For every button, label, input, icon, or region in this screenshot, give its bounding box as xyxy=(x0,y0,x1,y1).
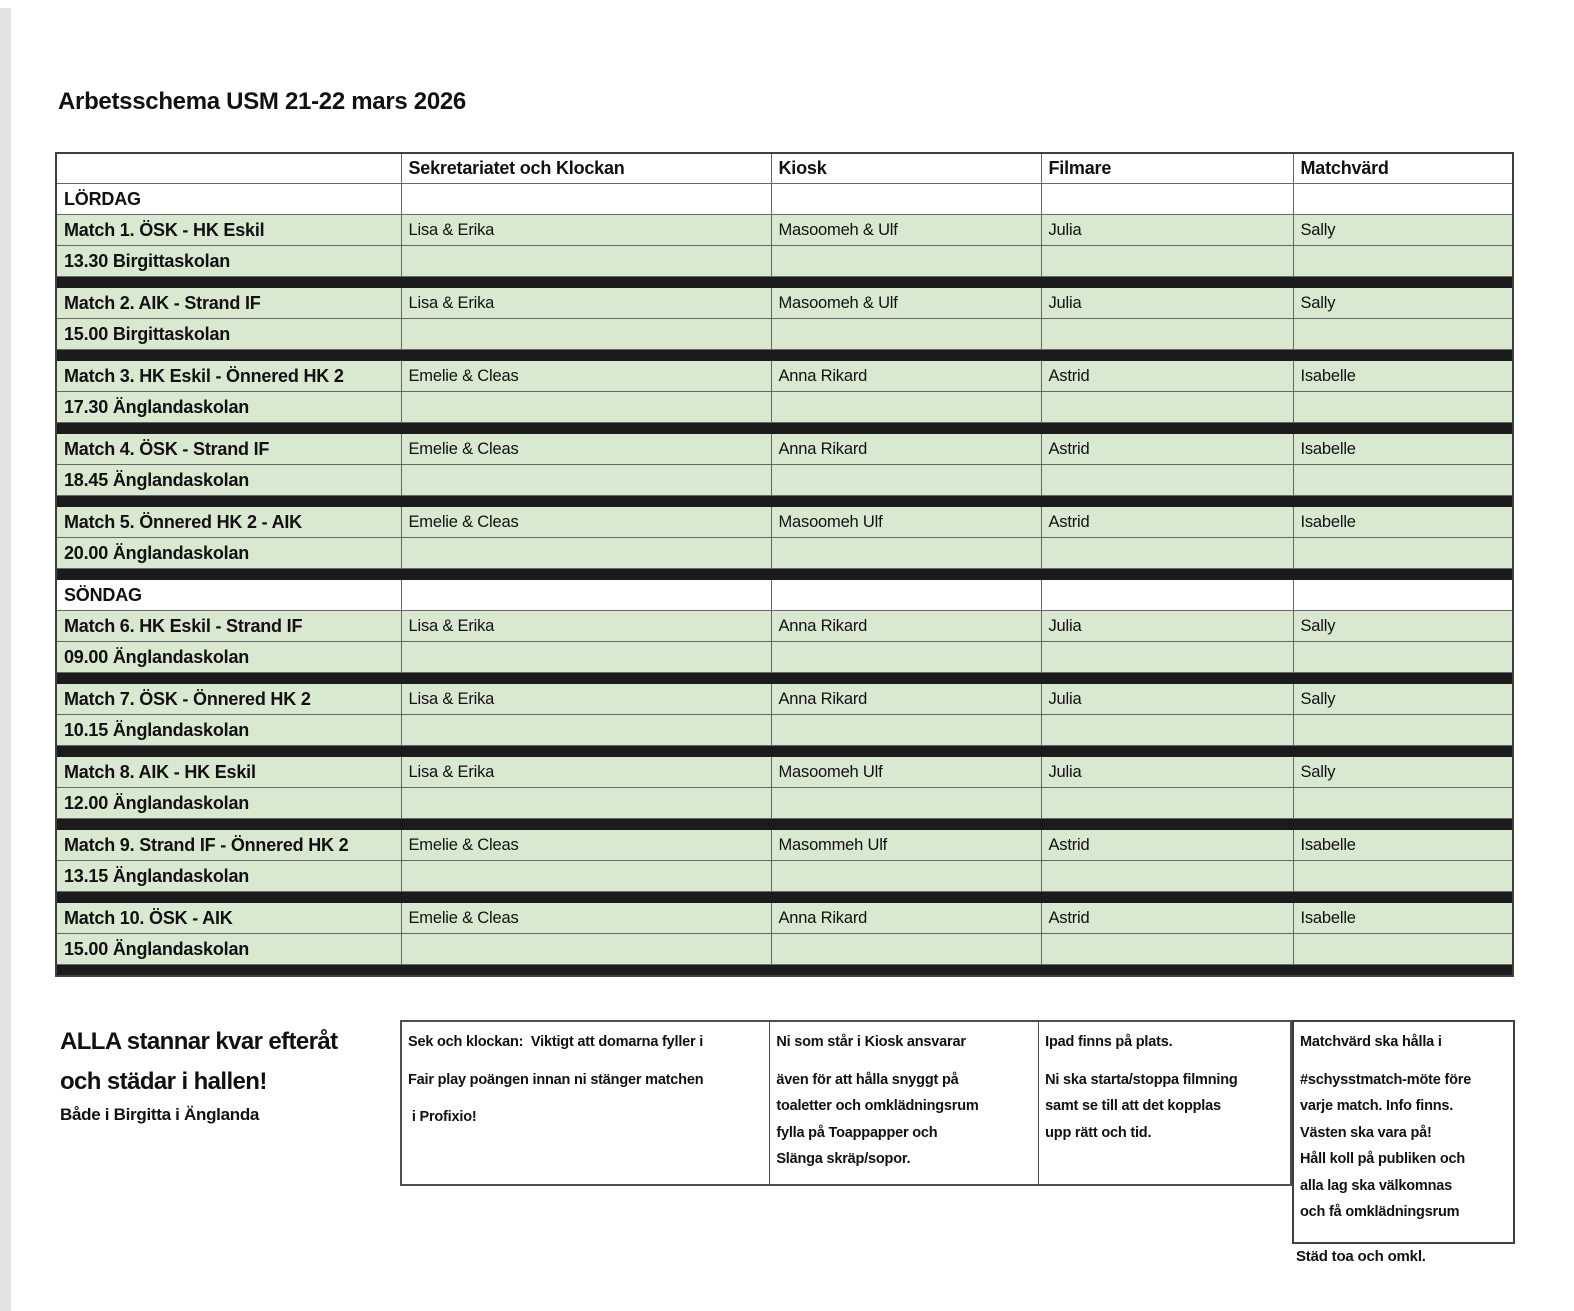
kiosk-cell: Masoomeh & Ulf xyxy=(771,288,1041,319)
separator-row xyxy=(56,569,1513,580)
matchvard-cell: Isabelle xyxy=(1293,507,1513,538)
filmare-cell: Astrid xyxy=(1041,830,1293,861)
note-line: Västen ska vara på! xyxy=(1300,1124,1432,1141)
separator-cell xyxy=(56,423,1513,434)
note-paragraph xyxy=(408,1067,763,1094)
match-name-cell: Match 4. ÖSK - Strand IF xyxy=(56,434,401,465)
time-empty-cell xyxy=(1293,538,1513,569)
kiosk-cell: Masommeh Ulf xyxy=(771,830,1041,861)
note-line: toaletter och omklädningsrum xyxy=(776,1098,979,1114)
sekretariat-cell: Lisa & Erika xyxy=(401,684,771,715)
kiosk-cell: Masoomeh & Ulf xyxy=(771,215,1041,246)
match-row xyxy=(56,611,1513,642)
time-empty-cell xyxy=(401,392,771,423)
match-name-cell: Match 2. AIK - Strand IF xyxy=(56,288,401,319)
matchvard-cell: Sally xyxy=(1293,215,1513,246)
note-paragraph xyxy=(776,1067,1032,1173)
time-row xyxy=(56,246,1513,277)
column-header-sekretariatet: Sekretariatet och Klockan xyxy=(401,153,771,184)
time-empty-cell xyxy=(1293,246,1513,277)
sekretariat-cell: Emelie & Cleas xyxy=(401,830,771,861)
time-empty-cell xyxy=(1041,715,1293,746)
cleanup-subheading: Både i Birgitta i Änglanda xyxy=(60,1105,260,1124)
kiosk-cell: Anna Rikard xyxy=(771,611,1041,642)
time-empty-cell xyxy=(771,788,1041,819)
day-empty-cell xyxy=(401,580,771,611)
time-empty-cell xyxy=(1041,465,1293,496)
sekretariat-cell: Emelie & Cleas xyxy=(401,434,771,465)
time-row xyxy=(56,392,1513,423)
time-empty-cell xyxy=(1293,861,1513,892)
filmare-cell: Astrid xyxy=(1041,507,1293,538)
match-name-cell: Match 10. ÖSK - AIK xyxy=(56,903,401,934)
day-row xyxy=(56,184,1513,215)
match-row xyxy=(56,903,1513,934)
sekretariat-cell: Lisa & Erika xyxy=(401,757,771,788)
sekretariat-cell: Emelie & Cleas xyxy=(401,361,771,392)
time-place-cell: 13.15 Änglandaskolan xyxy=(56,861,401,892)
kiosk-note xyxy=(770,1022,1039,1184)
note-line: Slänga skräp/sopor. xyxy=(776,1151,911,1167)
page-title: Arbetsschema USM 21-22 mars 2026 xyxy=(58,88,466,115)
time-empty-cell xyxy=(771,319,1041,350)
time-empty-cell xyxy=(771,392,1041,423)
match-name-cell: Match 3. HK Eskil - Önnered HK 2 xyxy=(56,361,401,392)
match-name-cell: Match 5. Önnered HK 2 - AIK xyxy=(56,507,401,538)
column-header-matchvard: Matchvärd xyxy=(1293,153,1513,184)
day-empty-cell xyxy=(771,184,1041,215)
filmare-cell: Julia xyxy=(1041,684,1293,715)
day-empty-cell xyxy=(1041,184,1293,215)
note-line: Matchvärd ska hålla i xyxy=(1300,1034,1442,1050)
kiosk-cell: Masoomeh Ulf xyxy=(771,757,1041,788)
cleanup-heading-line: ALLA stannar kvar efteråt xyxy=(60,1028,338,1055)
match-row xyxy=(56,830,1513,861)
time-empty-cell xyxy=(1041,934,1293,965)
match-row xyxy=(56,507,1513,538)
match-row xyxy=(56,757,1513,788)
time-row xyxy=(56,319,1513,350)
matchvard-extra-note: Städ toa och omkl. xyxy=(1296,1248,1426,1265)
note-line: och få omklädningsrum xyxy=(1300,1204,1460,1220)
sekretariat-cell: Lisa & Erika xyxy=(401,215,771,246)
time-empty-cell xyxy=(401,934,771,965)
time-row xyxy=(56,465,1513,496)
filmare-cell: Julia xyxy=(1041,288,1293,319)
match-row xyxy=(56,288,1513,319)
time-row xyxy=(56,861,1513,892)
filmare-note xyxy=(1039,1022,1290,1184)
time-place-cell: 20.00 Änglandaskolan xyxy=(56,538,401,569)
matchvard-cell: Sally xyxy=(1293,611,1513,642)
time-empty-cell xyxy=(1293,715,1513,746)
note-line: varje match. Info finns. xyxy=(1300,1098,1454,1114)
matchvard-note xyxy=(1292,1020,1515,1244)
time-empty-cell xyxy=(1041,538,1293,569)
sekretariat-cell: Emelie & Cleas xyxy=(401,903,771,934)
kiosk-cell: Masoomeh Ulf xyxy=(771,507,1041,538)
time-empty-cell xyxy=(1293,392,1513,423)
match-row xyxy=(56,434,1513,465)
matchvard-cell: Sally xyxy=(1293,288,1513,319)
sekretariat-cell: Lisa & Erika xyxy=(401,611,771,642)
note-paragraph xyxy=(1300,1029,1507,1056)
day-row xyxy=(56,580,1513,611)
sekretariat-note xyxy=(402,1022,770,1184)
note-line: Ni som står i Kiosk ansvarar xyxy=(776,1034,966,1050)
time-empty-cell xyxy=(771,465,1041,496)
day-label-cell: LÖRDAG xyxy=(56,184,401,215)
time-empty-cell xyxy=(1041,392,1293,423)
match-row xyxy=(56,684,1513,715)
note-paragraph xyxy=(408,1029,763,1056)
page-edge-strip xyxy=(0,8,11,1311)
time-empty-cell xyxy=(1041,788,1293,819)
kiosk-cell: Anna Rikard xyxy=(771,903,1041,934)
cleanup-heading-line: och städar i hallen! xyxy=(60,1068,267,1095)
match-row xyxy=(56,361,1513,392)
day-empty-cell xyxy=(1293,184,1513,215)
separator-cell xyxy=(56,819,1513,830)
sekretariat-cell: Lisa & Erika xyxy=(401,288,771,319)
note-line: alla lag ska välkomnas xyxy=(1300,1177,1452,1194)
time-place-cell: 15.00 Birgittaskolan xyxy=(56,319,401,350)
time-row xyxy=(56,788,1513,819)
match-name-cell: Match 1. ÖSK - HK Eskil xyxy=(56,215,401,246)
separator-cell xyxy=(56,350,1513,361)
day-empty-cell xyxy=(771,580,1041,611)
kiosk-cell: Anna Rikard xyxy=(771,684,1041,715)
note-line: även för att hålla snyggt på xyxy=(776,1071,959,1088)
time-empty-cell xyxy=(1293,788,1513,819)
column-header-filmare: Filmare xyxy=(1041,153,1293,184)
separator-row xyxy=(56,673,1513,684)
matchvard-cell: Sally xyxy=(1293,757,1513,788)
separator-cell xyxy=(56,746,1513,757)
day-empty-cell xyxy=(1293,580,1513,611)
time-empty-cell xyxy=(1293,319,1513,350)
time-empty-cell xyxy=(1293,934,1513,965)
note-line: Fair play poängen innan ni stänger matchen xyxy=(408,1071,704,1088)
matchvard-cell: Isabelle xyxy=(1293,903,1513,934)
day-empty-cell xyxy=(401,184,771,215)
separator-row xyxy=(56,423,1513,434)
time-empty-cell xyxy=(401,465,771,496)
time-empty-cell xyxy=(401,715,771,746)
time-empty-cell xyxy=(1293,465,1513,496)
time-empty-cell xyxy=(1041,861,1293,892)
filmare-cell: Astrid xyxy=(1041,903,1293,934)
separator-row xyxy=(56,892,1513,903)
note-paragraph xyxy=(776,1029,1032,1056)
match-row xyxy=(56,215,1513,246)
matchvard-cell: Isabelle xyxy=(1293,830,1513,861)
time-place-cell: 15.00 Änglandaskolan xyxy=(56,934,401,965)
time-empty-cell xyxy=(1293,642,1513,673)
time-place-cell: 17.30 Änglandaskolan xyxy=(56,392,401,423)
kiosk-cell: Anna Rikard xyxy=(771,434,1041,465)
filmare-cell: Julia xyxy=(1041,757,1293,788)
note-line: Sek och klockan: Viktigt att domarna fyller i xyxy=(408,1034,704,1050)
time-empty-cell xyxy=(401,246,771,277)
separator-row xyxy=(56,350,1513,361)
match-name-cell: Match 6. HK Eskil - Strand IF xyxy=(56,611,401,642)
time-place-cell: 13.30 Birgittaskolan xyxy=(56,246,401,277)
time-row xyxy=(56,934,1513,965)
time-empty-cell xyxy=(401,538,771,569)
time-place-cell: 18.45 Änglandaskolan xyxy=(56,465,401,496)
separator-cell xyxy=(56,496,1513,507)
time-place-cell: 09.00 Änglandaskolan xyxy=(56,642,401,673)
note-line: fylla på Toappapper och xyxy=(776,1124,938,1141)
note-paragraph xyxy=(408,1104,763,1131)
filmare-cell: Julia xyxy=(1041,215,1293,246)
separator-row xyxy=(56,496,1513,507)
kiosk-cell: Anna Rikard xyxy=(771,361,1041,392)
time-empty-cell xyxy=(401,861,771,892)
time-row xyxy=(56,715,1513,746)
role-notes-box xyxy=(400,1020,1292,1186)
sekretariat-cell: Emelie & Cleas xyxy=(401,507,771,538)
separator-row xyxy=(56,746,1513,757)
separator-row xyxy=(56,965,1513,977)
matchvard-cell: Isabelle xyxy=(1293,361,1513,392)
separator-cell xyxy=(56,569,1513,580)
note-paragraph xyxy=(1300,1067,1507,1226)
time-empty-cell xyxy=(771,538,1041,569)
cleanup-note xyxy=(60,1022,338,1125)
separator-row xyxy=(56,819,1513,830)
separator-cell xyxy=(56,892,1513,903)
matchvard-cell: Isabelle xyxy=(1293,434,1513,465)
separator-row xyxy=(56,277,1513,288)
time-empty-cell xyxy=(771,861,1041,892)
column-header-kiosk: Kiosk xyxy=(771,153,1041,184)
note-line: #schysstmatch-möte före xyxy=(1300,1071,1472,1088)
time-empty-cell xyxy=(1041,642,1293,673)
note-line: upp rätt och tid. xyxy=(1045,1124,1152,1141)
time-place-cell: 10.15 Änglandaskolan xyxy=(56,715,401,746)
filmare-cell: Julia xyxy=(1041,611,1293,642)
matchvard-cell: Sally xyxy=(1293,684,1513,715)
note-line: i Profixio! xyxy=(408,1109,477,1125)
day-empty-cell xyxy=(1041,580,1293,611)
note-line: Håll koll på publiken och xyxy=(1300,1151,1465,1167)
note-line: Ni ska starta/stoppa filmning xyxy=(1045,1071,1238,1088)
time-empty-cell xyxy=(401,788,771,819)
day-label-cell: SÖNDAG xyxy=(56,580,401,611)
note-paragraph xyxy=(1045,1067,1284,1147)
time-empty-cell xyxy=(771,934,1041,965)
time-empty-cell xyxy=(1041,319,1293,350)
note-line: samt se till att det kopplas xyxy=(1045,1098,1221,1114)
time-empty-cell xyxy=(771,642,1041,673)
separator-cell xyxy=(56,277,1513,288)
time-row xyxy=(56,538,1513,569)
note-paragraph xyxy=(1045,1029,1284,1056)
header-row xyxy=(56,153,1513,184)
time-empty-cell xyxy=(771,715,1041,746)
time-empty-cell xyxy=(1041,246,1293,277)
separator-cell xyxy=(56,965,1513,977)
match-name-cell: Match 9. Strand IF - Önnered HK 2 xyxy=(56,830,401,861)
schedule-table xyxy=(55,152,1514,977)
time-place-cell: 12.00 Änglandaskolan xyxy=(56,788,401,819)
match-name-cell: Match 8. AIK - HK Eskil xyxy=(56,757,401,788)
filmare-cell: Astrid xyxy=(1041,361,1293,392)
time-empty-cell xyxy=(401,319,771,350)
filmare-cell: Astrid xyxy=(1041,434,1293,465)
column-header-empty xyxy=(56,153,401,184)
time-row xyxy=(56,642,1513,673)
note-line: Ipad finns på plats. xyxy=(1045,1034,1173,1050)
match-name-cell: Match 7. ÖSK - Önnered HK 2 xyxy=(56,684,401,715)
time-empty-cell xyxy=(771,246,1041,277)
time-empty-cell xyxy=(401,642,771,673)
separator-cell xyxy=(56,673,1513,684)
